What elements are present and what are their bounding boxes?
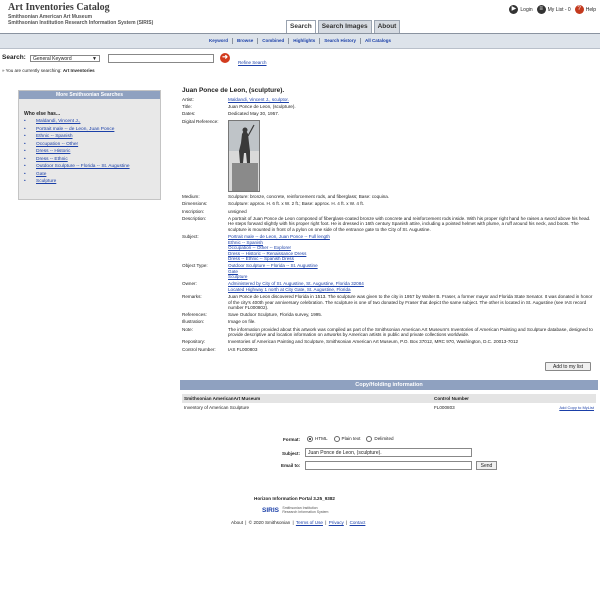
field-owner: Owner: Administered by City of St. Augustine, St. Augustine, Florida 32084 Located Highway 1 north at City Gate, St. Augustine, Florida (182, 281, 596, 292)
more-searches-list (24, 118, 130, 186)
add-to-list-button[interactable]: Add to my list (545, 362, 591, 371)
email-to-label: Email to: (281, 463, 301, 468)
breadcrumb (2, 68, 95, 73)
nav-browse[interactable]: Browse (232, 38, 257, 44)
nav-search-history[interactable]: Search History (319, 38, 360, 44)
table-cell: FL000803 (434, 405, 455, 410)
format-options (307, 436, 394, 442)
tab-search[interactable]: Search (286, 20, 316, 33)
email-to-input[interactable] (305, 461, 472, 470)
field-artist: Artist: Maldandi, Vincent J., sculptor. (182, 97, 596, 103)
subject-link[interactable]: Occupation -- Other -- Explorer (228, 245, 292, 250)
field-references: References: Save Outdoor Sculpture, Florida survey, 1995. (182, 312, 323, 318)
send-button[interactable]: Send (476, 461, 497, 470)
login-link[interactable]: ▶ Login (509, 5, 532, 14)
more-searches-panel (18, 90, 161, 200)
list-item[interactable]: • Sculpture (24, 178, 130, 186)
mylist-link[interactable]: ≡ My List - 0 (537, 5, 571, 14)
catalog-logo[interactable] (8, 3, 158, 27)
statue-image (229, 121, 260, 192)
artist-link[interactable]: Maldandi, Vincent J., sculptor. (228, 97, 289, 102)
column-header: Smithsonian AmericanArt Museum (184, 396, 261, 401)
copy-holding-header: Copy/Holding information (180, 380, 598, 390)
radio-icon (334, 436, 340, 442)
radio-icon (366, 436, 372, 442)
more-searches-header: More Smithsonian Searches (19, 91, 160, 99)
list-icon: ≡ (537, 5, 546, 14)
arrow-right-icon: ➜ (222, 54, 228, 61)
privacy-link[interactable]: Privacy (328, 520, 344, 525)
object-type-link[interactable]: Outdoor Sculpture -- Florida -- St. Augustine (228, 263, 318, 269)
search-type-select[interactable] (30, 55, 100, 62)
record-fields (182, 97, 596, 354)
search-go-button[interactable] (220, 53, 230, 63)
field-note: Note: The information provided about this artwork was compiled as part of the Smithsonian American Art Museum's Inventories of American Painting and Sculpture database, designed to provide descriptive and location information on artworks by American artists in public and private collections worldwide. (182, 326, 593, 338)
subject-label: Subject: (282, 451, 301, 456)
siris-logo-text: SIRIS (262, 507, 279, 514)
nav-keyword[interactable]: Keyword (208, 38, 228, 43)
format-html-radio[interactable]: HTML (307, 436, 328, 442)
museum-subtitle: Smithsonian American Art Museum (8, 14, 93, 20)
login-icon: ▶ (509, 5, 518, 14)
contact-link[interactable]: Contact (349, 520, 366, 525)
main-tabs (286, 20, 400, 33)
subject-link[interactable]: Portrait male -- de Leon, Juan Ponce -- Full length (228, 234, 330, 239)
field-title: Title: Juan Ponce de Leon, (sculpture). (182, 104, 296, 110)
subject-input[interactable]: Juan Ponce de Leon, (sculpture). (305, 448, 472, 457)
nav-all-catalogs[interactable]: All Catalogs (360, 38, 395, 44)
help-link[interactable]: ? Help (575, 5, 596, 14)
who-else-label: Who else has... (24, 111, 61, 117)
subject-link[interactable]: Dress -- Ethnic -- Spanish Dress (228, 256, 294, 261)
owner-link[interactable]: Located Highway 1 north at City Gate, St. Augustine, Florida (228, 286, 351, 292)
terms-link[interactable]: Terms of Use (295, 520, 323, 525)
search-type-value: General Keyword (33, 56, 72, 62)
object-type-link[interactable]: Gate (228, 268, 238, 274)
tab-search-images[interactable]: Search Images (318, 20, 372, 33)
field-control-number: Control Number: IAS FL000803 (182, 346, 258, 352)
format-label: Format: (283, 437, 301, 442)
list-item[interactable]: • Gate (24, 171, 130, 179)
field-repository: Repository: Inventories of American Painting and Sculpture, Smithsonian American Art Museum, P.O. Box 37012, MRC 970, Washington, D.C. 20013-7012 (182, 339, 519, 345)
siris-logo-line2: Research Information System (282, 510, 329, 514)
siris-subtitle: Smithsonian Institution Research Information System (SIRIS) (8, 20, 154, 26)
field-object-type: Object Type: Outdoor Sculpture -- Florida -- St. Augustine Gate Sculpture (182, 263, 596, 280)
tab-about[interactable]: About (374, 20, 401, 33)
field-dimensions: Dimensions: Sculpture: approx. H. 6 ft. x W. 2 ft.; Base: approx. H. 4 ft. x W. 4 ft. (182, 201, 365, 207)
top-links (509, 5, 596, 14)
siris-logo-line1: Smithsonian Institution (282, 506, 318, 510)
add-copy-link[interactable]: Add Copy to MyList (559, 405, 594, 410)
field-description: Description: A portrait of Juan Ponce de Leon composed of fiberglass-coated bronze with concrete and reinforcement rods inside. With his proper right hand he raises a sword above his head. He steps forward slightly with his proper right foot. He is dressed in 16th century Spanish attire, including a pointed helmet with plume, a ruff around his neck, and boots. The sculpture is mounted in front of a pylon on one side of the entrance gate to the City of St. Augustine. (182, 215, 591, 232)
field-medium: Medium: Sculpture: bronze, concrete, reinforcement rods, and fiberglass; Base: coquina. (182, 194, 390, 200)
list-item[interactable]: • Occupation -- Other (24, 141, 130, 149)
copyright: © 2020 Smithsonian (248, 520, 291, 525)
list-item[interactable]: • Outdoor Sculpture -- Florida -- St. Augustine (24, 163, 130, 171)
footer-links: About | © 2020 Smithsonian | Terms of Use | Privacy | Contact (231, 520, 366, 525)
refine-search-link[interactable]: Refine Search (238, 60, 267, 65)
field-remarks: Remarks: Juan Ponce de Leon discovered Florida in 1513. The sculpture was given to the city in 1957 by Walter B. Fraser, a former mayor and Florida State Senator. It was donated in honor of the city's 400th year anniversary celebration. The sculpture is one of two donated by Fraser that depict the same subject. The other is located in St. Augustine (see IAS record number FL000802). (182, 294, 593, 311)
search-nav-bar (0, 33, 600, 49)
sculpture-thumbnail[interactable] (228, 120, 260, 192)
siris-logo[interactable] (262, 505, 342, 517)
field-inscription: Inscription: unsigned (182, 208, 247, 214)
table-row (182, 403, 596, 412)
catalog-title: Art Inventories Catalog (8, 2, 110, 13)
about-link[interactable]: About (231, 520, 244, 525)
subject-link[interactable]: Dress -- Historic -- Renaissance Dress (228, 250, 307, 256)
format-plain-radio[interactable]: Plain text (334, 436, 361, 442)
nav-highlights[interactable]: Highlights (288, 38, 319, 44)
list-item[interactable]: • Portrait male -- de Leon, Juan Ponce (24, 126, 130, 134)
table-header-row (182, 394, 596, 403)
help-icon: ? (575, 5, 584, 14)
list-item[interactable]: • Ethnic -- Spanish (24, 133, 130, 141)
list-item[interactable]: • Dress -- Ethnic (24, 156, 130, 164)
nav-combined[interactable]: Combined (257, 38, 288, 44)
table-cell: Inventory of American Sculpture (184, 405, 250, 410)
list-item[interactable]: • Maldandi, Vincent J., (24, 118, 130, 126)
radio-icon (307, 436, 313, 442)
chevron-down-icon: ▼ (92, 56, 97, 62)
subject-link[interactable]: Ethnic -- Spanish (228, 239, 263, 245)
column-header: Control Number (434, 396, 469, 401)
record-title: Juan Ponce de Leon, (sculpture). (182, 87, 285, 94)
field-dates: Dates: Dedicated May 30, 1957. (182, 111, 280, 117)
copy-holding-table (182, 394, 596, 412)
owner-link[interactable]: Administered by City of St. Augustine, St. Augustine, Florida 32084 (228, 281, 364, 287)
breadcrumb-prefix: » You are currently searching: (2, 68, 62, 73)
format-delimited-radio[interactable]: Delimited (366, 436, 393, 442)
field-digital-reference: Digital Reference: (182, 119, 596, 193)
search-input[interactable] (108, 54, 214, 63)
list-item[interactable]: • Dress -- Historic (24, 148, 130, 156)
breadcrumb-value: Art Inventories (62, 68, 95, 73)
object-type-link[interactable]: Sculpture (228, 274, 248, 280)
field-illustration: Illustration: Image on file. (182, 319, 256, 325)
field-subject: Subject: Portrait male -- de Leon, Juan Ponce -- Full length Ethnic -- Spanish Occupation -- Other -- Explorer Dress -- Historic -- Renaissance Dress Dress -- Ethnic -- Spanish Dress (182, 234, 596, 262)
portal-version: Horizon Information Portal 3.25_9382 (254, 496, 335, 501)
search-label: Search: (2, 54, 26, 61)
